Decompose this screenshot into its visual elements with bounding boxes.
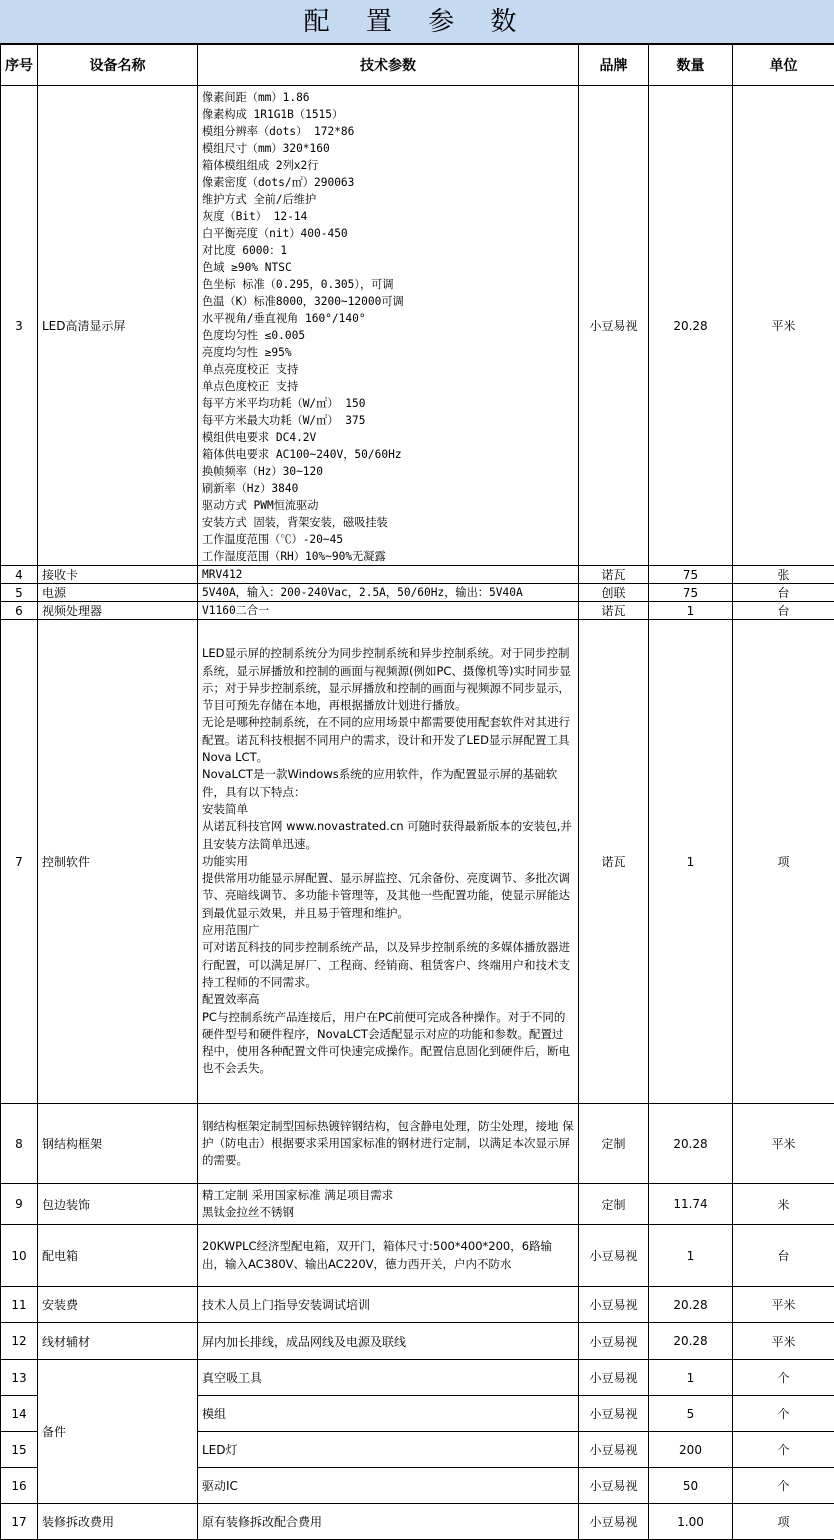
led-spec-line: 刷新率（Hz）3840 [202,480,574,497]
header-brand: 品牌 [579,45,649,86]
header-name: 设备名称 [38,45,198,86]
row-no: 4 [1,566,38,584]
row-spec: 真空吸工具 [198,1360,579,1396]
row-brand: 诺瓦 [579,620,649,1104]
row-name: 视频处理器 [38,602,198,620]
led-spec-line: 每平方米最大功耗（W/㎡） 375 [202,412,574,429]
led-spec-line: 工作湿度范围（RH）10%~90%无凝露 [202,548,574,562]
row-name: 控制软件 [38,620,198,1104]
control-spec-line: 提供常用功能显示屏配置、显示屏监控、冗余备份、亮度调节、多批次调节、亮暗线调节、多功能卡管理等，及其他一些配置功能，使显示屏能达到最优显示效果，并且易于管理和维护。 [202,870,574,922]
row-name: 包边装饰 [38,1184,198,1225]
row-qty: 1 [649,1225,733,1287]
row-spec: 模组 [198,1396,579,1432]
control-spec-text [202,645,574,1077]
row-spec: 原有装修拆改配合费用 [198,1504,579,1540]
row-unit: 米 [733,1184,834,1225]
control-spec-line: NovaLCT是一款Windows系统的应用软件，作为配置显示屏的基础软件，具有以下特点： [202,766,574,801]
led-spec-line: 箱体供电要求 AC100~240V，50/60Hz [202,446,574,463]
header-row [1,45,834,86]
led-spec-line: 每平方米平均功耗（W/㎡） 150 [202,395,574,412]
led-spec-line: 单点色度校正 支持 [202,378,574,395]
table-row [1,1504,834,1540]
row-name: 安装费 [38,1287,198,1323]
table-row-control [1,620,834,1104]
row-qty: 5 [649,1396,733,1432]
row-brand: 小豆易视 [579,1432,649,1468]
table-row [1,566,834,584]
row-spec: 钢结构框架定制型国标热镀锌钢结构，包含静电处理，防尘处理，接地 保护（防电击）根据要求采用国家标准的钢材进行定制，以满足本次显示屏的需要。 [198,1104,579,1184]
row-name: 接收卡 [38,566,198,584]
table-row [1,1360,834,1396]
row-no: 9 [1,1184,38,1225]
led-spec-line: 模组分辨率（dots） 172*86 [202,123,574,140]
row-no: 6 [1,602,38,620]
led-spec-line: 色域 ≥90% NTSC [202,259,574,276]
control-spec-line: 无论是哪种控制系统，在不同的应用场景中都需要使用配套软件对其进行配置。诺瓦科技根据不同用户的需求，设计和开发了LED显示屏配置工具Nova LCT。 [202,714,574,766]
table-row [1,1104,834,1184]
config-table [0,44,834,1540]
led-spec-line: 白平衡亮度（nit）400-450 [202,225,574,242]
row-brand: 小豆易视 [579,1504,649,1540]
row-unit: 项 [733,1504,834,1540]
led-spec-line: 像素密度（dots/㎡）290063 [202,174,574,191]
row-unit: 台 [733,584,834,602]
row-no: 7 [1,620,38,1104]
led-spec-line: 亮度均匀性 ≥95% [202,344,574,361]
led-spec-line: 模组尺寸（mm）320*160 [202,140,574,157]
header-spec: 技术参数 [198,45,579,86]
row-no: 14 [1,1396,38,1432]
row-no: 13 [1,1360,38,1396]
row-name: LED高清显示屏 [38,86,198,566]
led-spec-line: 像素构成 1R1G1B（1515） [202,106,574,123]
row-name: 配电箱 [38,1225,198,1287]
table-row [1,1225,834,1287]
row-brand: 小豆易视 [579,1323,649,1360]
row-qty: 20.28 [649,86,733,566]
row-qty: 1 [649,602,733,620]
row-unit: 平米 [733,1104,834,1184]
row-spec: 驱动IC [198,1468,579,1504]
row-spec-line: 精工定制 采用国家标准 满足项目需求 [202,1187,574,1204]
row-no: 3 [1,86,38,566]
row-brand: 小豆易视 [579,1468,649,1504]
row-no: 12 [1,1323,38,1360]
table-row [1,602,834,620]
row-brand: 小豆易视 [579,86,649,566]
led-spec-line: 对比度 6000：1 [202,242,574,259]
row-no: 5 [1,584,38,602]
row-brand: 诺瓦 [579,602,649,620]
row-qty: 20.28 [649,1323,733,1360]
table-row-led [1,86,834,566]
table-row [1,1323,834,1360]
row-brand: 诺瓦 [579,566,649,584]
control-spec-line: 从诺瓦科技官网 www.novastrated.cn 可随时获得最新版本的安装包,并且安装方法简单迅速。 [202,818,574,853]
row-unit: 个 [733,1360,834,1396]
row-no: 8 [1,1104,38,1184]
row-qty: 200 [649,1432,733,1468]
row-spec: LED灯 [198,1432,579,1468]
page-title: 配 置 参 数 [0,0,834,44]
led-spec-line: 像素间距（mm）1.86 [202,89,574,106]
row-qty: 50 [649,1468,733,1504]
row-unit: 平米 [733,1287,834,1323]
led-spec-line: 色坐标 标准（0.295，0.305），可调 [202,276,574,293]
row-brand: 小豆易视 [579,1287,649,1323]
row-qty: 11.74 [649,1184,733,1225]
row-spec: 5V40A，输入：200-240Vac，2.5A，50/60Hz，输出：5V40A [198,584,579,602]
row-spec-line: 黑钛金拉丝不锈钢 [202,1204,574,1221]
row-brand: 创联 [579,584,649,602]
led-spec-line: 模组供电要求 DC4.2V [202,429,574,446]
control-spec-cell [198,620,579,1104]
row-qty: 1.00 [649,1504,733,1540]
header-unit: 单位 [733,45,834,86]
table-row [1,1184,834,1225]
led-spec-list [202,89,574,562]
row-unit: 台 [733,602,834,620]
row-brand: 小豆易视 [579,1360,649,1396]
control-spec-line: 可对诺瓦科技的同步控制系统产品，以及异步控制系统的多媒体播放器进行配置，可以满足屏厂、工程商、经销商、租赁客户、终端用户和技术支持工程师的不同需求。 [202,939,574,991]
row-brand: 定制 [579,1184,649,1225]
row-brand: 小豆易视 [579,1396,649,1432]
row-unit: 平米 [733,1323,834,1360]
row-brand: 小豆易视 [579,1225,649,1287]
row-no: 10 [1,1225,38,1287]
row-brand: 定制 [579,1104,649,1184]
control-spec-line: PC与控制系统产品连接后，用户在PC前便可完成各种操作。对于不同的硬件型号和硬件程序，NovaLCT会适配显示对应的功能和参数。配置过程中，使用各种配置文件可快速完成操作。配置信息固化到硬件后，断电也不会丢失。 [202,1009,574,1078]
row-qty: 20.28 [649,1287,733,1323]
table-row [1,584,834,602]
row-no: 16 [1,1468,38,1504]
control-spec-line: 功能实用 [202,853,574,870]
led-spec-line: 色度均匀性 ≤0.005 [202,327,574,344]
control-spec-line: 配置效率高 [202,991,574,1008]
row-unit: 平米 [733,86,834,566]
row-spec: 20KWPLC经济型配电箱，双开门，箱体尺寸:500*400*200，6路输出，输入AC380V、输出AC220V，德力西开关，户内不防水 [198,1225,579,1287]
row-unit: 个 [733,1396,834,1432]
led-spec-line: 色温（K）标准8000，3200~12000可调 [202,293,574,310]
led-spec-line: 换帧频率（Hz）30~120 [202,463,574,480]
header-no: 序号 [1,45,38,86]
led-spec-line: 灰度（Bit） 12-14 [202,208,574,225]
row-name: 线材辅材 [38,1323,198,1360]
row-spec: 屏内加长排线，成品网线及电源及联线 [198,1323,579,1360]
row-unit: 项 [733,620,834,1104]
row-name: 钢结构框架 [38,1104,198,1184]
row-qty: 1 [649,1360,733,1396]
row-spec: 技术人员上门指导安装调试培训 [198,1287,579,1323]
row-qty: 1 [649,620,733,1104]
row-no: 15 [1,1432,38,1468]
row-name: 装修拆改费用 [38,1504,198,1540]
row-qty: 75 [649,566,733,584]
row-unit: 个 [733,1468,834,1504]
led-spec-line: 单点亮度校正 支持 [202,361,574,378]
row-qty: 75 [649,584,733,602]
row-name: 电源 [38,584,198,602]
row-unit: 张 [733,566,834,584]
row-spec: V1160二合一 [198,602,579,620]
row-qty: 20.28 [649,1104,733,1184]
control-spec-line: 安装简单 [202,801,574,818]
led-spec-line: 安装方式 固装，背架安装，磁吸挂装 [202,514,574,531]
led-spec-line: 驱动方式 PWM恒流驱动 [202,497,574,514]
led-spec-line: 箱体模组组成 2列x2行 [202,157,574,174]
row-spec: MRV412 [198,566,579,584]
table-row [1,1287,834,1323]
row-spec [198,1184,579,1225]
row-no: 11 [1,1287,38,1323]
led-spec-cell [198,86,579,566]
control-spec-line: 应用范围广 [202,922,574,939]
row-unit: 台 [733,1225,834,1287]
header-qty: 数量 [649,45,733,86]
row-name: 备件 [38,1360,198,1504]
row-unit: 个 [733,1432,834,1468]
row-no: 17 [1,1504,38,1540]
led-spec-line: 水平视角/垂直视角 160°/140° [202,310,574,327]
led-spec-line: 工作温度范围（℃）-20~45 [202,531,574,548]
led-spec-line: 维护方式 全前/后维护 [202,191,574,208]
control-spec-line: LED显示屏的控制系统分为同步控制系统和异步控制系统。对于同步控制系统，显示屏播放和控制的画面与视频源(例如PC、摄像机等)实时同步显示；对于异步控制系统，显示屏播放和控制的画面与视频源不同步显示，节目可预先存储在本地，再根据播放计划进行播放。 [202,645,574,714]
